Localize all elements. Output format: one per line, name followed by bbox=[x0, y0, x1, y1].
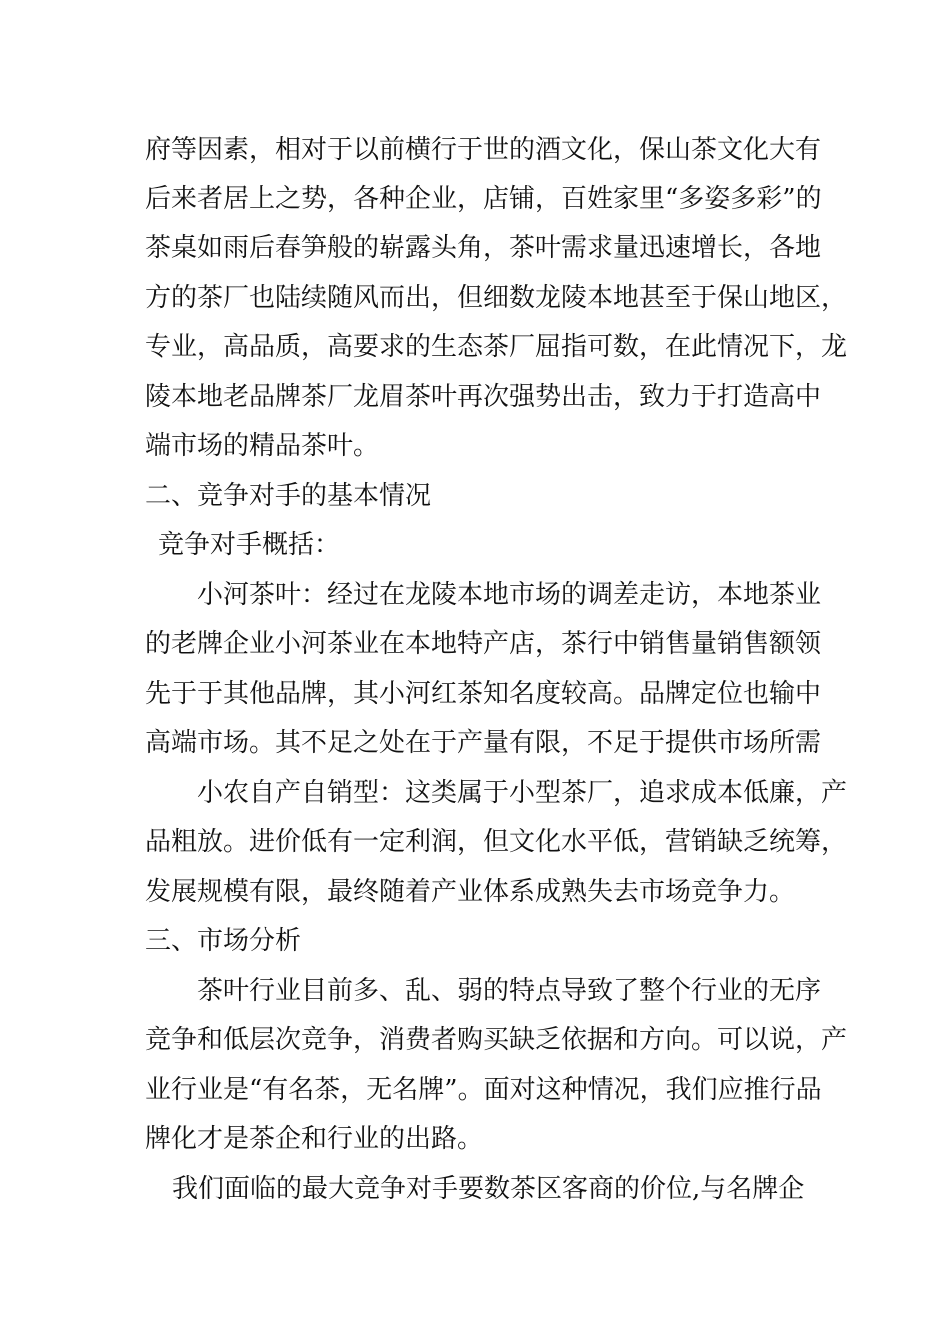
section-heading: 三、市场分析 bbox=[145, 926, 302, 956]
text-line: 后来者居上之势，各种企业，店铺，百姓家里“多姿多彩”的 bbox=[145, 184, 822, 214]
text-line: 高端市场。其不足之处在于产量有限，不足于提供市场所需 bbox=[145, 728, 822, 758]
text-line: 发展规模有限，最终随着产业体系成熟失去市场竞争力。 bbox=[145, 877, 796, 907]
section-heading: 二、竞争对手的基本情况 bbox=[145, 481, 432, 511]
text-line: 端市场的精品茶叶。 bbox=[145, 431, 380, 461]
text-line: 先于于其他品牌，其小河红茶知名度较高。品牌定位也输中 bbox=[145, 679, 822, 709]
text-line: 府等因素，相对于以前横行于世的酒文化，保山茶文化大有 bbox=[145, 135, 822, 165]
text-line: 我们面临的最大竞争对手要数茶区客商的价位,与名牌企 bbox=[172, 1174, 805, 1204]
text-line: 业行业是“有名茶，无名牌”。面对这种情况，我们应推行品 bbox=[145, 1075, 822, 1105]
text-line: 方的茶厂也陆续随风而出，但细数龙陵本地甚至于保山地区， bbox=[145, 283, 848, 313]
text-line: 的老牌企业小河茶业在本地特产店，茶行中销售量销售额领 bbox=[145, 629, 822, 659]
text-line: 茶叶行业目前多、乱、弱的特点导致了整个行业的无序 bbox=[197, 976, 822, 1006]
text-line: 小农自产自销型：这类属于小型茶厂，追求成本低廉，产 bbox=[197, 778, 848, 808]
text-line: 专业，高品质，高要求的生态茶厂屈指可数，在此情况下，龙 bbox=[145, 332, 848, 362]
subheading: 竞争对手概括： bbox=[158, 530, 341, 560]
text-line: 竞争和低层次竞争，消费者购买缺乏依据和方向。可以说，产 bbox=[145, 1025, 848, 1055]
text-line: 陵本地老品牌茶厂龙眉茶叶再次强势出击，致力于打造高中 bbox=[145, 382, 822, 412]
text-line: 茶桌如雨后春笋般的崭露头角，茶叶需求量迅速增长，各地 bbox=[145, 233, 822, 263]
text-line: 小河茶叶：经过在龙陵本地市场的调差走访，本地茶业 bbox=[197, 580, 822, 610]
text-line: 牌化才是茶企和行业的出路。 bbox=[145, 1124, 484, 1154]
text-line: 品粗放。进价低有一定利润，但文化水平低，营销缺乏统筹， bbox=[145, 827, 848, 857]
